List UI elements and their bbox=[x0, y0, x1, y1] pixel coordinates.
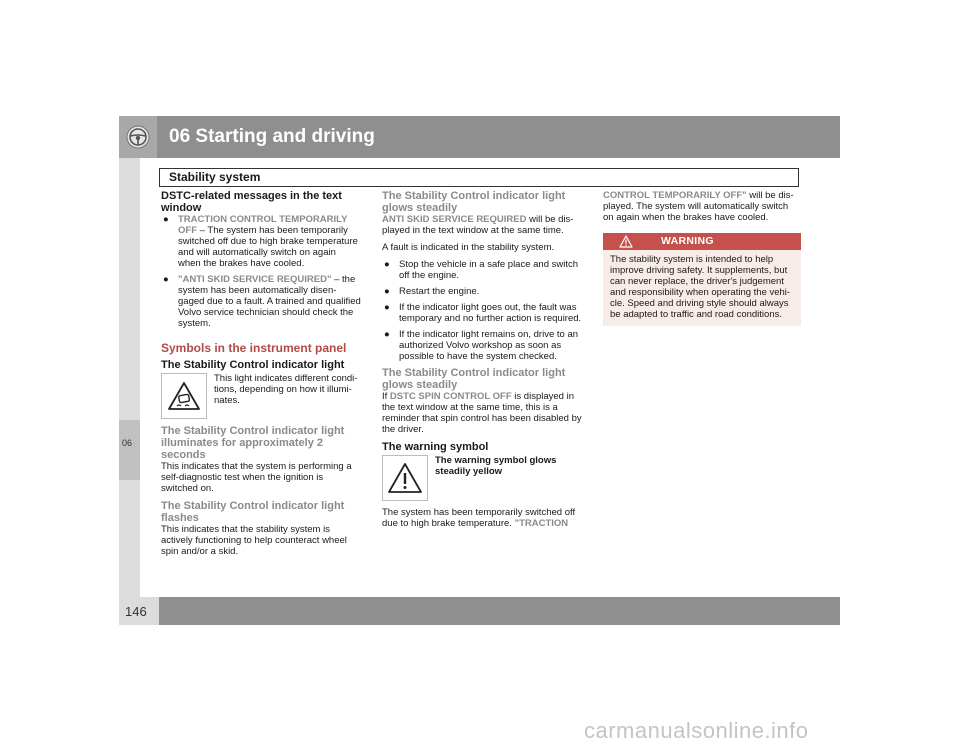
steering-wheel-icon bbox=[126, 125, 150, 149]
warning-symbol-icon-box bbox=[382, 455, 428, 501]
bullet-text: – the system has been automatically disen-gaged due to a fault. A trained and qualified Volvo service technician should check the system. bbox=[178, 274, 361, 329]
bullet-text: – The system has been temporarily switched off due to high brake temperature and will automatically switch on again when the brakes have cooled. bbox=[178, 225, 358, 269]
column-2 bbox=[382, 190, 582, 535]
warning-symbol-text: The warning symbol glows steadily yellow bbox=[435, 455, 557, 477]
watermark: carmanualsonline.info bbox=[584, 718, 809, 743]
heading-warning-symbol: The warning symbol bbox=[382, 441, 489, 453]
message-code: "ANTI SKID SERVICE REQUIRED" bbox=[178, 274, 332, 285]
warning-box bbox=[603, 233, 801, 326]
warning-icon bbox=[619, 235, 633, 248]
paragraph-actively-functioning: This indicates that the stability system is actively functioning to help counteract wheel spin and/or a skid. bbox=[161, 524, 347, 557]
bullet-text: If the indicator light remains on, drive to an authorized Volvo workshop as soon as possible to have the system checked. bbox=[399, 329, 579, 362]
bullet-traction-control bbox=[161, 214, 361, 269]
bullet-text: If the indicator light goes out, the fault was temporary and no further action is required. bbox=[399, 302, 582, 324]
warning-header bbox=[603, 233, 801, 250]
column-3 bbox=[603, 190, 801, 326]
paragraph-text: If bbox=[382, 391, 390, 402]
bullet-restart-engine bbox=[382, 286, 582, 297]
section-title: Stability system bbox=[169, 170, 261, 184]
sidebar-strip-top bbox=[119, 158, 140, 420]
indicator-symbol-block bbox=[161, 373, 361, 419]
bullet-stop-vehicle bbox=[382, 259, 582, 281]
heading-indicator-light: The Stability Control indicator light bbox=[161, 359, 345, 371]
column-1 bbox=[161, 190, 361, 563]
footer-bar bbox=[159, 597, 840, 625]
bullet-dot: ● bbox=[384, 302, 390, 313]
message-code: DSTC SPIN CONTROL OFF bbox=[389, 391, 512, 402]
heading-symbols: Symbols in the instrument panel bbox=[161, 341, 347, 355]
bullet-light-goes-out bbox=[382, 302, 582, 324]
warning-symbol-block bbox=[382, 455, 582, 501]
paragraph-control-temporarily-off bbox=[603, 190, 801, 223]
bullet-light-remains-on bbox=[382, 329, 582, 362]
bullet-dot: ● bbox=[163, 274, 169, 285]
paragraph-fault-indicated: A fault is indicated in the stability system. bbox=[382, 242, 555, 253]
page-number: 146 bbox=[125, 604, 147, 619]
warning-title: WARNING bbox=[661, 235, 714, 247]
bullet-text: Stop the vehicle in a safe place and switch off the engine. bbox=[399, 259, 579, 281]
message-code: TRACTION CONTROL TEMPORARILY OFF bbox=[178, 214, 348, 236]
heading-glows-steadily: The Stability Control indicator light glows steadily bbox=[382, 190, 566, 214]
warning-text: The stability system is intended to help improve driving safety. It supplements, but can never replace, the driver's judgement and responsibility when operating the vehi-cle. Speed and driving style should always be adapted to traffic and road conditions. bbox=[610, 254, 791, 320]
bullet-dot: ● bbox=[384, 329, 390, 340]
paragraph-self-diagnostic: This indicates that the system is performing a self-diagnostic test when the ignition is switched on. bbox=[161, 461, 352, 494]
paragraph-brake-temperature bbox=[382, 507, 582, 529]
warning-triangle-icon bbox=[383, 456, 427, 500]
stability-indicator-icon-box bbox=[161, 373, 207, 419]
bullet-dot: ● bbox=[384, 286, 390, 297]
chapter-title: 06 Starting and driving bbox=[169, 126, 375, 147]
paragraph-text: The system has been temporarily switched off due to high brake temperature. bbox=[382, 507, 576, 529]
indicator-symbol-text: This light indicates different condi-tions, depending on how it illumi-nates. bbox=[214, 373, 358, 406]
bullet-dot: ● bbox=[163, 214, 169, 225]
paragraph-text: will be dis-played in the text window at the same time. bbox=[382, 214, 574, 236]
message-code: "TRACTION bbox=[514, 518, 569, 529]
page-number-box bbox=[119, 597, 159, 625]
chapter-icon-box bbox=[119, 116, 157, 158]
chapter-tab-label: 06 bbox=[122, 438, 133, 448]
heading-illuminates-2-seconds: The Stability Control indicator light illuminates for approximately 2 seconds bbox=[161, 425, 345, 461]
bullet-anti-skid bbox=[161, 274, 361, 329]
paragraph-text: is displayed in the text window at the same time, this is a reminder that spin control has been disabled by the driver. bbox=[382, 391, 582, 435]
bullet-dot: ● bbox=[384, 259, 390, 270]
stability-control-icon bbox=[162, 374, 206, 418]
paragraph-spin-control-off bbox=[382, 391, 582, 435]
heading-flashes: The Stability Control indicator light flashes bbox=[161, 500, 345, 524]
message-code: CONTROL TEMPORARILY OFF" bbox=[603, 190, 747, 201]
message-code: ANTI SKID SERVICE REQUIRED bbox=[382, 214, 527, 225]
paragraph-text: will be dis-played. The system will automatically switch on again when the brakes have cooled. bbox=[603, 190, 794, 223]
section-title-bar bbox=[159, 168, 799, 187]
heading-glows-steadily-2: The Stability Control indicator light glows steadily bbox=[382, 367, 566, 391]
sidebar-strip-bottom bbox=[119, 480, 140, 597]
paragraph-anti-skid-displayed bbox=[382, 214, 582, 236]
heading-text-window-messages: DSTC-related messages in the text window bbox=[161, 190, 342, 214]
chapter-tab bbox=[119, 420, 140, 480]
bullet-text: Restart the engine. bbox=[399, 286, 480, 297]
